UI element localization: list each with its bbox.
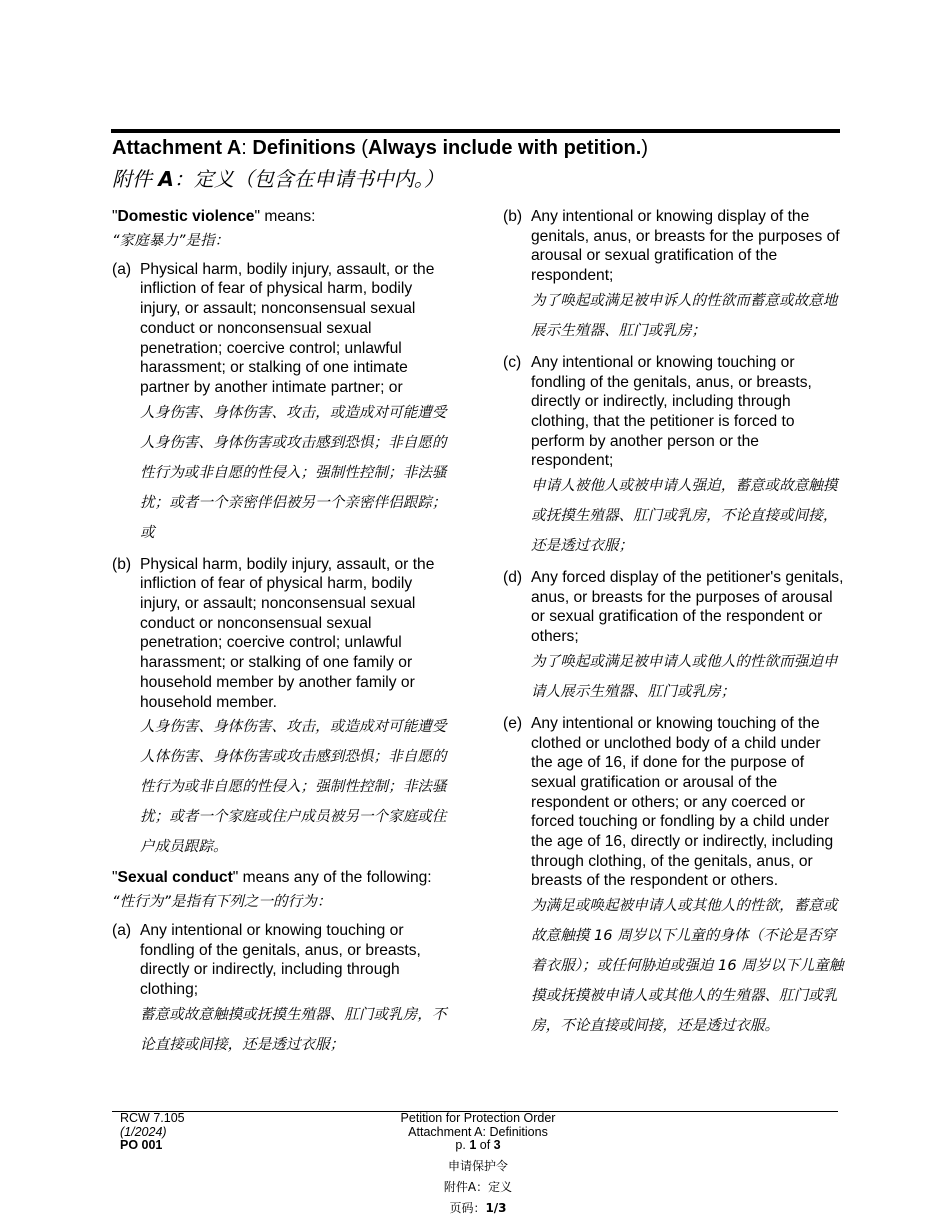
sc-item-b xyxy=(503,207,845,346)
dv-definition xyxy=(112,207,452,227)
title-colon: : xyxy=(241,137,253,159)
item-text-cn: 为满足或唤起被申请人或其他人的性欲，蓄意或故意触摸 16 周岁以下儿童的身体（不论是否穿着衣服）；或任何胁迫或强迫 16 周岁以下儿童触摸或抚摸被申请人或其他人的生殖器、肛门或乳房，不论直接或间接，还是透过衣服。 xyxy=(531,897,844,1035)
dv-means: " means: xyxy=(254,208,316,225)
footer-doc-sub: Attachment A: Definitions xyxy=(408,1124,548,1139)
item-label: (e) xyxy=(503,714,523,732)
item-text-cn: 人身伤害、身体伤害、攻击，或造成对可能遭受人身伤害、身体伤害或攻击感到恐惧；非自愿的性行为或非自愿的性侵入；强制性控制；非法骚扰；或者一个亲密伴侣被另一个亲密伴侣跟踪；或 xyxy=(140,403,447,541)
footer-page xyxy=(378,1139,578,1153)
item-text-en: Any intentional or knowing display of the genitals, anus, or breasts for the purposes of arousal or sexual gratification of the respondent; xyxy=(531,208,840,285)
item-text-cn: 申请人被他人或被申请人强迫，蓄意或故意触摸或抚摸生殖器、肛门或乳房，不论直接或间接，还是透过衣服； xyxy=(531,477,838,555)
page-number: 1 xyxy=(469,1138,477,1152)
item-text-en: Any intentional or knowing touching or fondling of the genitals, anus, or breasts, directly or indirectly, including through clothing; xyxy=(140,921,421,999)
sc-item-c xyxy=(503,353,845,561)
dv-definition-cn: “家庭暴力”是指： xyxy=(112,231,230,249)
right-column xyxy=(503,207,845,1041)
item-label: (a) xyxy=(112,260,132,278)
item-text-en: Any forced display of the petitioner's genitals, anus, or breasts for the purposes of arousal or sexual gratification of the respondent or others; xyxy=(531,569,844,646)
title-cn-letter: A xyxy=(158,167,174,191)
footer-cn-page xyxy=(378,1198,578,1219)
top-rule xyxy=(111,129,840,133)
footer-form-number: PO 001 xyxy=(120,1138,163,1152)
dv-item-a xyxy=(112,260,452,548)
sc-item-e xyxy=(503,714,845,1041)
dv-item-b xyxy=(112,555,452,863)
item-label: (b) xyxy=(503,208,523,225)
footer-doc-info xyxy=(378,1112,578,1153)
footer-rcw: RCW 7.105 xyxy=(120,1111,185,1125)
sc-item-a xyxy=(112,921,452,1060)
title-paren-close: ) xyxy=(641,137,648,159)
footer-cn-sub: 附件A：定义 xyxy=(443,1180,513,1194)
cn-page-number: 1/3 xyxy=(485,1201,507,1215)
item-text-cn: 为了唤起或满足被申诉人的性欲而蓄意或故意地展示生殖器、肛门或乳房； xyxy=(531,291,838,339)
item-text-cn: 为了唤起或满足被申请人或他人的性欲而强迫申请人展示生殖器、肛门或乳房； xyxy=(531,652,838,700)
title-instruction: Always include with petition. xyxy=(367,137,642,159)
item-text-en: Any intentional or knowing touching of the clothed or unclothed body of a child under the age of 16, if done for the purpose of sexual gratification or arousal of the respondent or others; or any coerced or forced touching or fondling by a child under the age of 16, directly or indirectly, including through clothing, of the genitals, anus, or breasts of the respondent or others. xyxy=(531,714,834,890)
footer-doc-title: Petition for Protection Order xyxy=(400,1111,556,1125)
sc-definition-cn: “性行为”是指有下列之一的行为： xyxy=(112,892,332,910)
page-total: 3 xyxy=(493,1138,501,1152)
item-label: (d) xyxy=(503,569,523,587)
item-label: (b) xyxy=(112,555,132,573)
title-cn-rest: ：定义（包含在申请书中内。） xyxy=(173,167,444,191)
page-of: of xyxy=(476,1138,494,1152)
sc-definition xyxy=(112,868,452,888)
item-text-cn: 蓄意或故意触摸或抚摸生殖器、肛门或乳房，不论直接或间接，还是透过衣服； xyxy=(140,1005,447,1053)
title-definitions: Definitions xyxy=(252,137,356,159)
left-column xyxy=(112,207,452,1060)
sc-item-d xyxy=(503,568,845,707)
footer-cn-title: 申请保护令 xyxy=(447,1159,508,1173)
dv-term: Domestic violence xyxy=(117,208,255,225)
page-title xyxy=(112,136,648,160)
page-prefix: p. xyxy=(455,1138,470,1152)
title-paren-open: ( xyxy=(355,137,368,159)
sc-term: Sexual conduct xyxy=(117,869,233,887)
footer-form-info xyxy=(120,1112,185,1153)
page-title-cn xyxy=(112,166,444,192)
quote: " xyxy=(112,869,118,887)
item-text-en: Any intentional or knowing touching or fondling of the genitals, anus, or breasts, directly or indirectly, including through clothing, that the petitioner is forced to perform by another person or the respondent; xyxy=(531,353,812,470)
quote: " xyxy=(112,208,118,225)
item-text-en: Physical harm, bodily injury, assault, or the infliction of fear of physical harm, bodily injury, or assault; nonconsensual sexual conduct or nonconsensual sexual penetration; coercive control; unlawful harassment; or stalking of one family or household member by another family or household member. xyxy=(140,555,435,711)
item-label: (c) xyxy=(503,353,522,371)
title-cn-prefix: 附件 xyxy=(112,167,159,191)
cn-page-prefix: 页码： xyxy=(449,1201,486,1215)
item-text-cn: 人身伤害、身体伤害、攻击，或造成对可能遭受人体伤害、身体伤害或攻击感到恐惧；非自愿的性行为或非自愿的性侵入；强制性控制；非法骚扰；或者一个家庭或住户成员被另一个家庭或住户成员跟踪。 xyxy=(140,718,447,856)
footer-date: (1/2024) xyxy=(120,1124,167,1139)
footer-cn xyxy=(378,1156,578,1219)
title-attachment: Attachment A xyxy=(112,137,242,159)
sc-means: " means any of the following: xyxy=(232,869,432,887)
item-text-en: Physical harm, bodily injury, assault, or the infliction of fear of physical harm, bodily injury, or assault; nonconsensual sexual conduct or nonconsensual sexual penetration; coercive control; unlawful harassment; or stalking of one intimate partner by another intimate partner; or xyxy=(140,260,435,396)
item-label: (a) xyxy=(112,921,132,939)
